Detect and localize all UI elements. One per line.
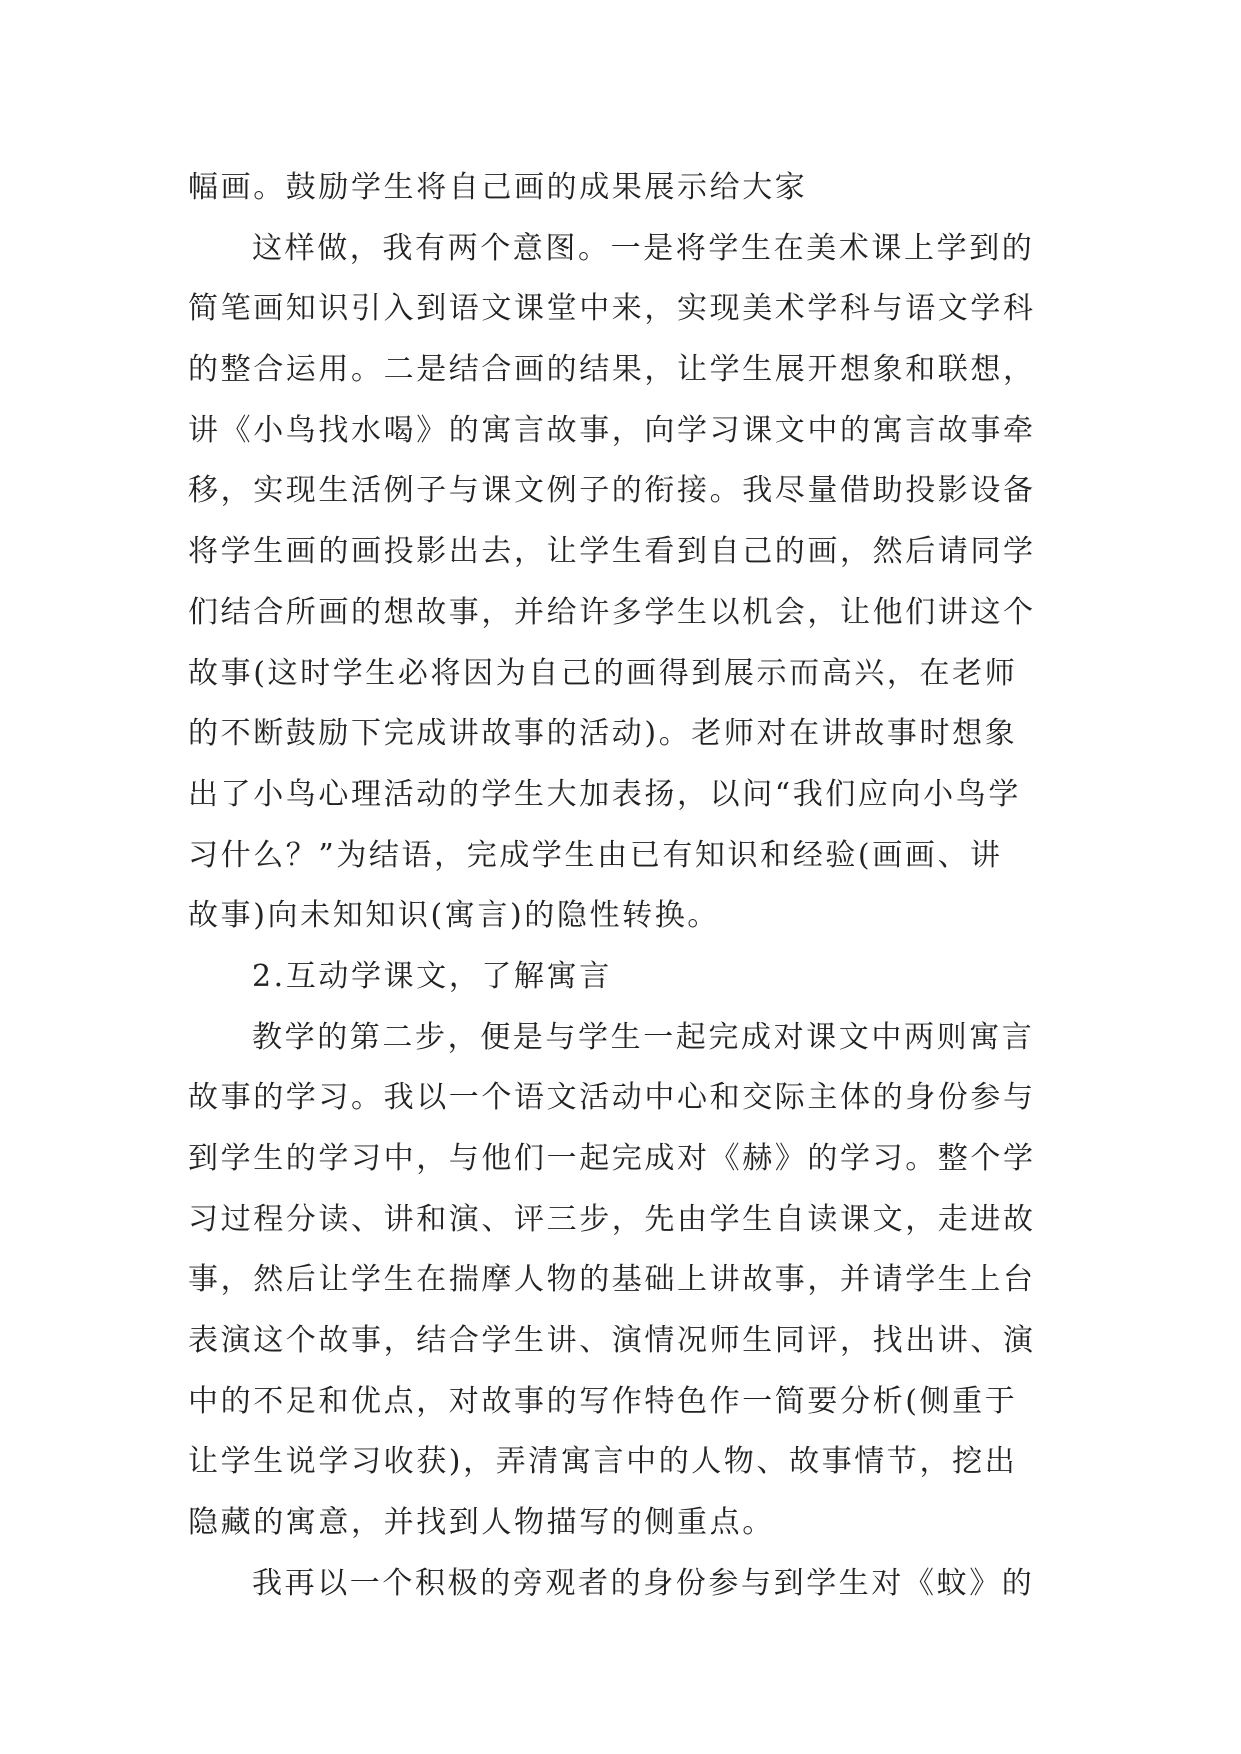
text-line: 隐藏的寓意，并找到人物描写的侧重点。 [188, 1505, 775, 1541]
text-line: 2.互动学课文，了解寓言 [252, 958, 612, 994]
text-line: 中的不足和优点，对故事的写作特色作一简要分析(侧重于 [188, 1383, 1018, 1419]
text-line: 的整合运用。二是结合画的结果，让学生展开想象和联想， [188, 352, 1036, 388]
text-line: 幅画。鼓励学生将自己画的成果展示给大家 [188, 170, 808, 205]
text-line: 到学生的学习中，与他们一起完成对《赫》的学习。整个学 [188, 1141, 1036, 1176]
body-text [188, 158, 1054, 1615]
text-line: 们结合所画的想故事，并给许多学生以机会，让他们讲这个 [188, 594, 1036, 630]
text-line: 故事的学习。我以一个语文活动中心和交际主体的身份参与 [188, 1080, 1036, 1116]
text-line: 将学生画的画投影出去，让学生看到自己的画，然后请同学 [188, 534, 1036, 570]
text-line: 故事)向未知知识(寓言)的隐性转换。 [188, 898, 720, 934]
text-line: 简笔画知识引入到语文课堂中来，实现美术学科与语文学科 [188, 291, 1036, 327]
text-line: 我再以一个积极的旁观者的身份参与到学生对《蚊》的 [252, 1565, 1035, 1601]
text-line: 故事(这时学生必将因为自己的画得到展示而高兴，在老师 [188, 655, 1018, 691]
text-line: 习什么？”为结语，完成学生由已有知识和经验(画画、讲 [188, 837, 1003, 873]
text-line: 习过程分读、讲和演、评三步，先由学生自读课文，走进故 [188, 1201, 1036, 1237]
text-line: 这样做，我有两个意图。一是将学生在美术课上学到的 [252, 230, 1035, 266]
text-line: 的不断鼓励下完成讲故事的活动)。老师对在讲故事时想象 [188, 716, 1018, 752]
text-line: 让学生说学习收获)，弄清寓言中的人物、故事情节，挖出 [188, 1444, 1018, 1480]
text-line: 讲《小鸟找水喝》的寓言故事，向学习课文中的寓言故事牵 [188, 412, 1036, 448]
text-line: 表演这个故事，结合学生讲、演情况师生同评，找出讲、演 [188, 1323, 1036, 1359]
text-line: 教学的第二步，便是与学生一起完成对课文中两则寓言 [252, 1019, 1035, 1055]
text-line: 移，实现生活例子与课文例子的衔接。我尽量借助投影设备 [188, 473, 1036, 509]
text-line: 出了小鸟心理活动的学生大加表扬，以问“我们应向小鸟学 [188, 776, 1021, 812]
text-line: 事，然后让学生在揣摩人物的基础上讲故事，并请学生上台 [188, 1262, 1036, 1298]
